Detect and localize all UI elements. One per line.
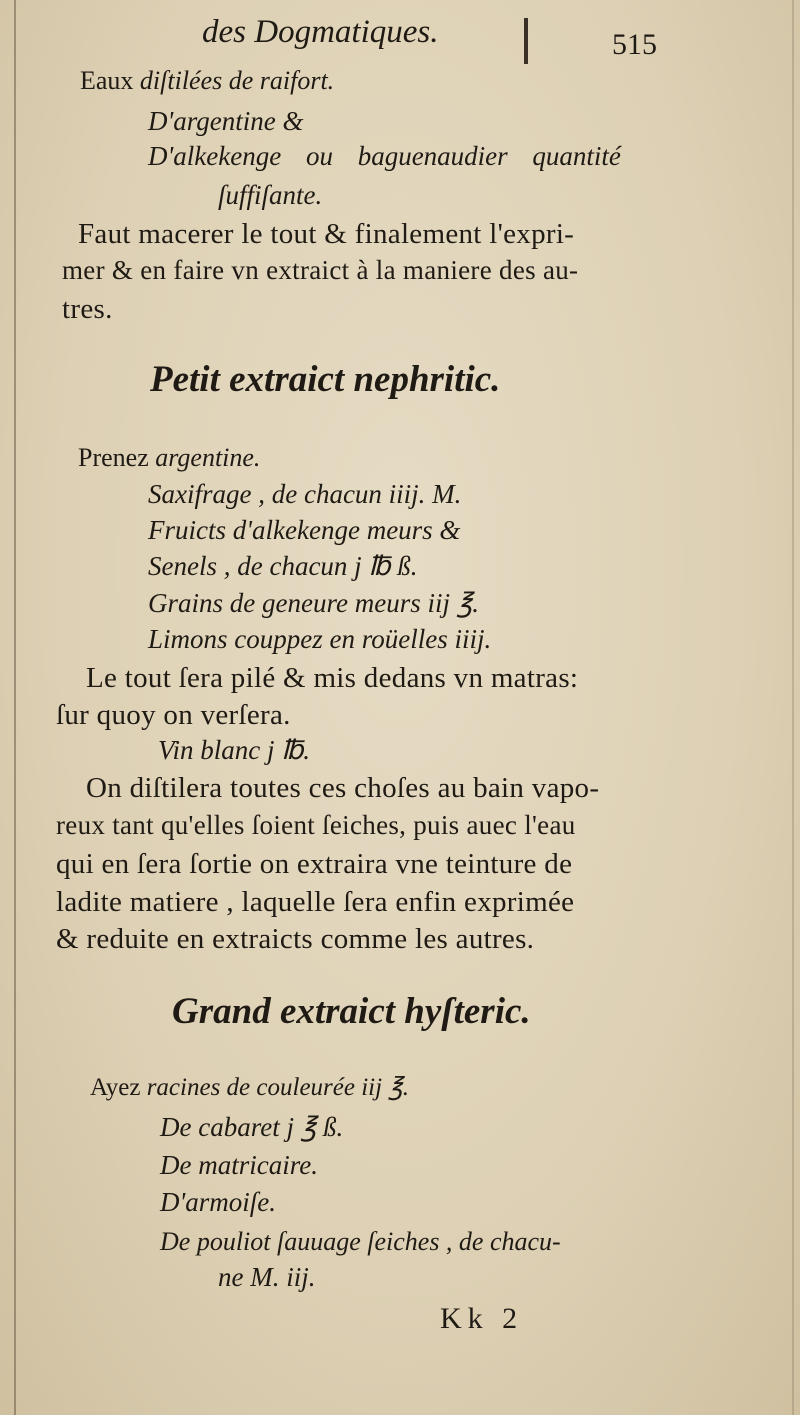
- text-line: Saxifrage , de chacun iiij. M.: [148, 479, 462, 509]
- text-line: D'alkekenge ou baguenaudier quantité: [148, 141, 621, 171]
- text-line: [78, 443, 260, 473]
- section-heading: Grand extraict hyſteric.: [172, 991, 531, 1032]
- signature-mark: Kk 2: [440, 1302, 524, 1335]
- running-title: des Dogmatiques.: [202, 14, 439, 50]
- text-line: ne M. iij.: [218, 1262, 316, 1292]
- text-line: mer & en faire vn extraict à la maniere des au-: [62, 255, 579, 285]
- text-line-lead: Prenez: [78, 443, 156, 472]
- text-line: ſuffiſante.: [218, 180, 323, 210]
- text-line: qui en ſera ſortie on extraira vne teinture de: [56, 848, 573, 880]
- text-line: De matricaire.: [160, 1150, 318, 1180]
- page-edge-right: [792, 0, 794, 1415]
- text-line-rest: diſtilées de raifort.: [139, 66, 335, 95]
- text-line: D'argentine &: [148, 106, 304, 136]
- text-line: Vin blanc j ℔.: [158, 735, 311, 765]
- text-line: ladite matiere , laquelle ſera enfin exprimée: [56, 886, 575, 918]
- text-line: Senels , de chacun j ℔ ß.: [148, 551, 418, 581]
- page-edge-left: [14, 0, 16, 1415]
- text-line: reux tant qu'elles ſoient ſeiches, puis auec l'eau: [56, 810, 576, 840]
- text-line-lead: Ayez: [90, 1074, 147, 1101]
- page-number: 515: [612, 28, 657, 61]
- text-line-rest: racines de couleurée iij ℥.: [146, 1074, 409, 1101]
- header-divider: [524, 18, 528, 64]
- section-heading: Petit extraict nephritic.: [150, 359, 501, 400]
- text-line: Fruicts d'alkekenge meurs &: [148, 515, 461, 545]
- text-line: Limons couppez en roüelles iiij.: [148, 624, 492, 654]
- text-line: D'armoiſe.: [160, 1187, 277, 1217]
- text-line: De pouliot ſauuage ſeiches , de chacu-: [160, 1227, 561, 1256]
- text-line: & reduite en extraicts comme les autres.: [56, 923, 535, 955]
- text-line: On diſtilera toutes ces choſes au bain vapo-: [86, 772, 600, 804]
- text-line: Le tout ſera pilé & mis dedans vn matras:: [86, 662, 579, 694]
- text-line: [90, 1072, 409, 1102]
- text-line: [80, 66, 334, 96]
- text-line-rest: argentine.: [155, 443, 261, 472]
- text-line: Faut macerer le tout & finalement l'expri-: [78, 218, 575, 250]
- text-line: ſur quoy on verſera.: [56, 699, 291, 731]
- text-line: tres.: [62, 293, 113, 325]
- text-line: De cabaret j ℥ ß.: [160, 1112, 344, 1142]
- text-line-lead: Eaux: [80, 66, 140, 95]
- text-line: Grains de geneure meurs iij ℥.: [148, 588, 480, 618]
